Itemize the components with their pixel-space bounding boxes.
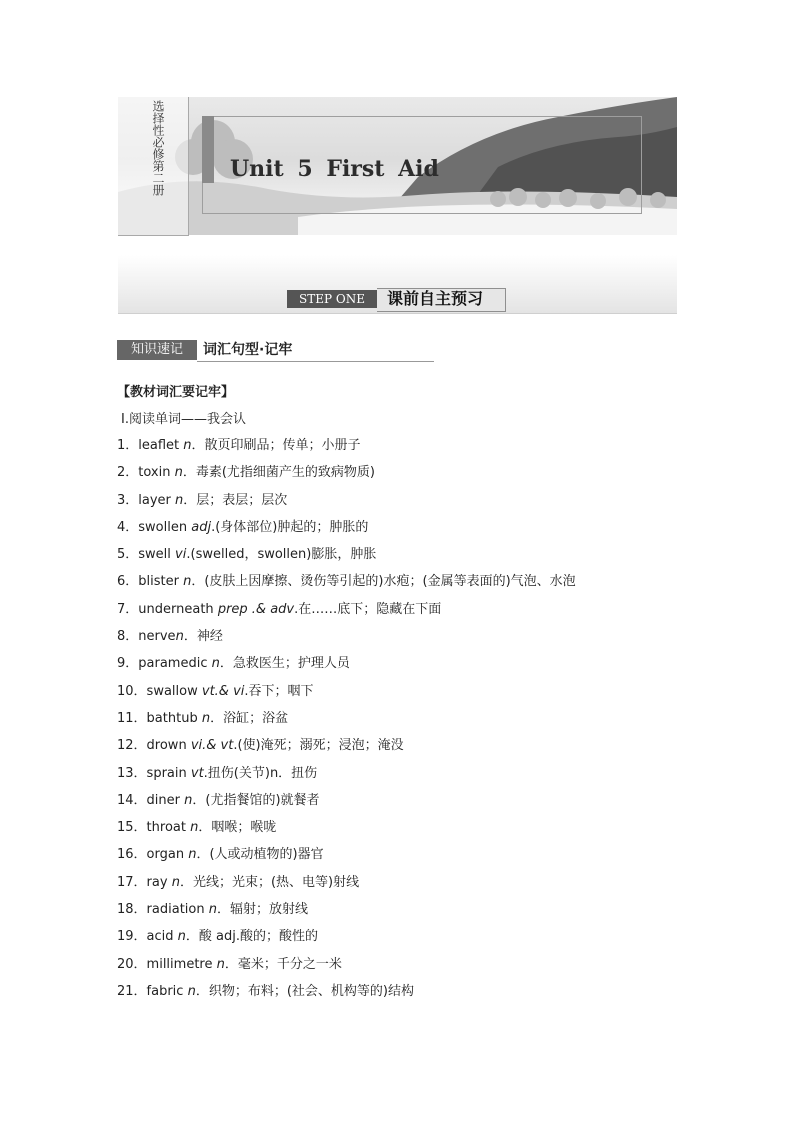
vocab-item: 20．millimetre n．毫米；千分之一米 bbox=[117, 956, 342, 972]
step-badge: STEP ONE bbox=[287, 290, 377, 308]
vocab-item: 21．fabric n．织物；布料；(社会、机构等的)结构 bbox=[117, 983, 414, 999]
volume-label: 选择性必修第二册 bbox=[151, 100, 165, 196]
vocab-item: 3．layer n．层；表层；层次 bbox=[117, 492, 288, 508]
step-heading bbox=[287, 288, 507, 310]
knowledge-badge: 知识速记 bbox=[117, 340, 197, 360]
vocab-item: 19．acid n．酸 adj.酸的；酸性的 bbox=[117, 929, 319, 945]
vocab-item: 7．underneath prep .& adv.在……底下；隐藏在下面 bbox=[117, 601, 442, 617]
unit-title: Unit 5 First Aid bbox=[230, 156, 439, 182]
vocab-item: 18．radiation n．辐射；放射线 bbox=[117, 902, 308, 918]
vocab-item: 13．sprain vt.扭伤(关节)n．扭伤 bbox=[117, 765, 318, 781]
vocab-item: 9．paramedic n．急救医生；护理人员 bbox=[117, 656, 350, 672]
vocab-item: 12．drown vi.& vt.(使)淹死；溺死；浸泡；淹没 bbox=[117, 738, 404, 754]
title-accent-bar bbox=[202, 116, 214, 183]
vocab-item: 17．ray n．光线；光束；(热、电等)射线 bbox=[117, 874, 360, 890]
vocab-item: 16．organ n．(人或动植物的)器官 bbox=[117, 847, 324, 863]
knowledge-title: 词汇句型·记牢 bbox=[203, 342, 293, 358]
step-label: 课前自主预习 bbox=[387, 289, 484, 308]
vocab-item: 4．swollen adj.(身体部位)肿起的；肿胀的 bbox=[117, 519, 369, 535]
vocab-item: 15．throat n．咽喉；喉咙 bbox=[117, 820, 277, 836]
vocab-item: 1．leaflet n．散页印刷品；传单；小册子 bbox=[117, 438, 361, 453]
vocab-item: 6．blister n．(皮肤上因摩擦、烫伤等引起的)水疱；(金属等表面的)气泡、水泡 bbox=[117, 574, 576, 590]
vocab-item: 14．diner n．(尤指餐馆的)就餐者 bbox=[117, 792, 320, 808]
subsection-title: Ⅰ.阅读单词——我会认 bbox=[121, 412, 246, 427]
vocab-item: 8．nerven．神经 bbox=[117, 629, 223, 645]
vocab-item: 5．swell vi.(swelled，swollen)膨胀，肿胀 bbox=[117, 547, 377, 563]
vocab-item: 2．toxin n．毒素(尤指细菌产生的致病物质) bbox=[117, 465, 376, 481]
vocab-item: 11．bathtub n．浴缸；浴盆 bbox=[117, 710, 289, 726]
vocab-list bbox=[117, 437, 576, 1010]
knowledge-underline bbox=[197, 361, 434, 362]
vocab-item: 10．swallow vt.& vi.吞下；咽下 bbox=[117, 683, 314, 699]
section-title: 【教材词汇要记牢】 bbox=[117, 385, 235, 400]
